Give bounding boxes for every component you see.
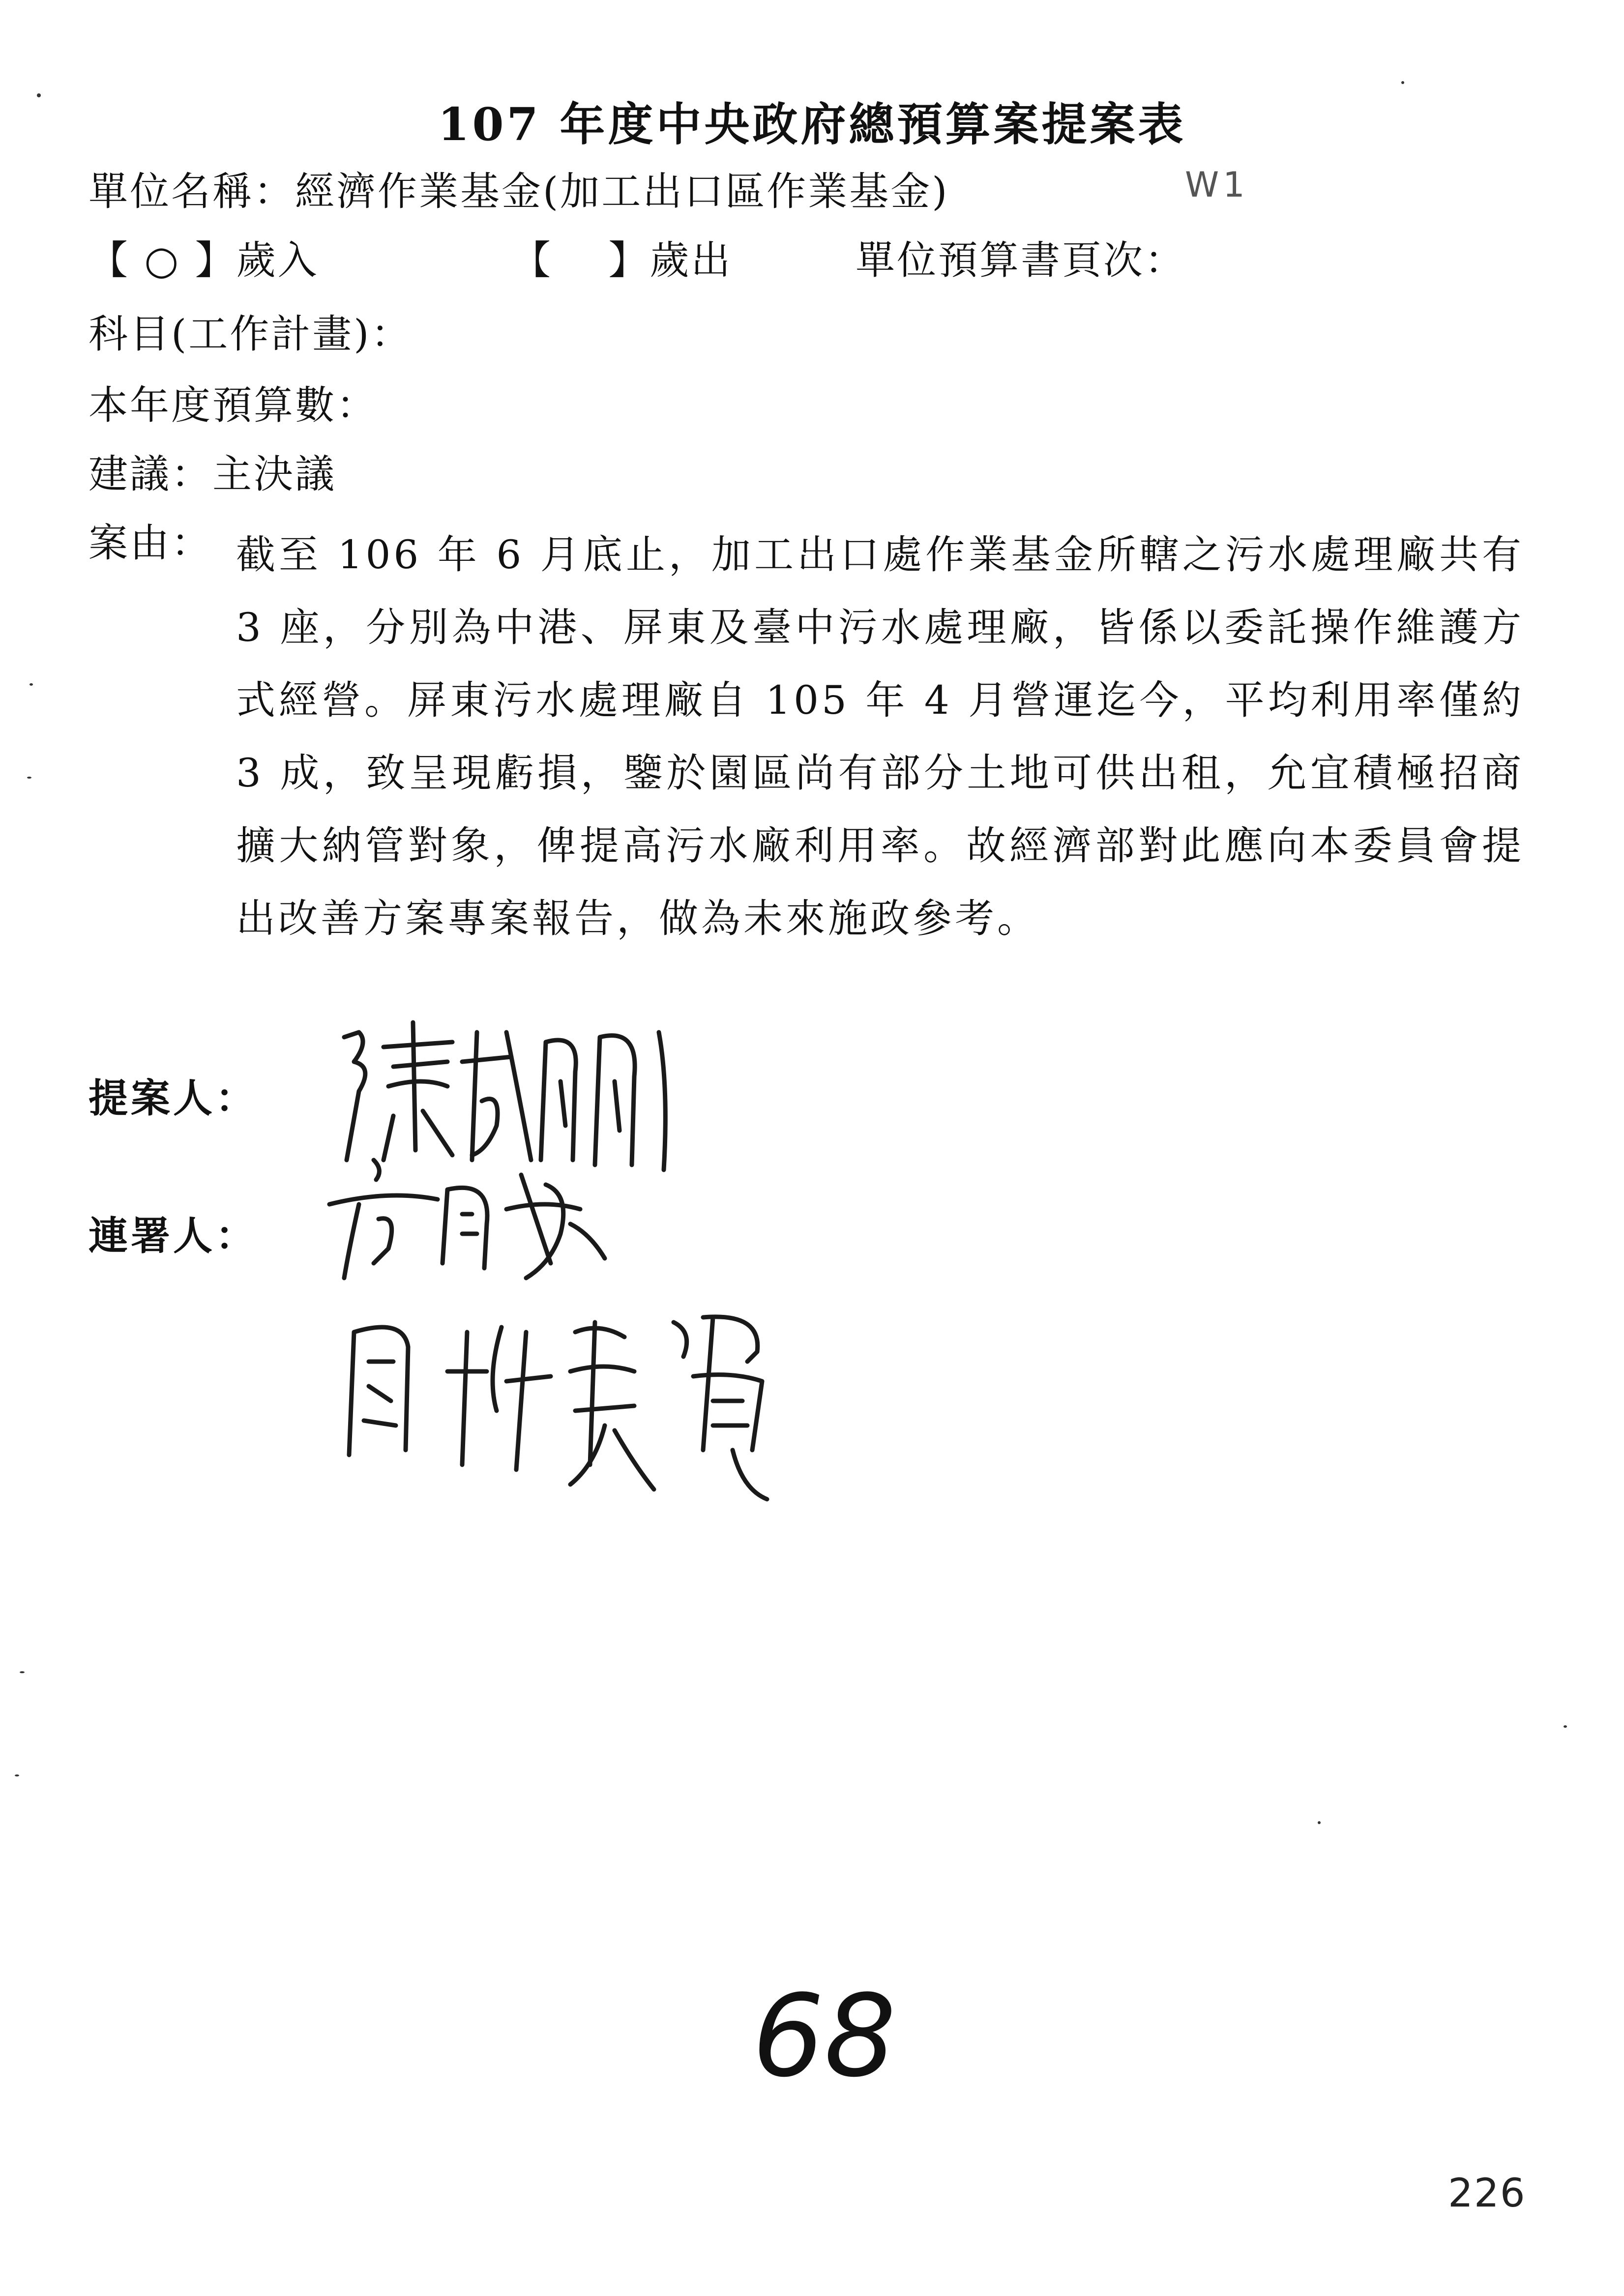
scan-speck xyxy=(1401,81,1404,84)
scan-speck xyxy=(30,683,33,686)
scan-speck xyxy=(20,1671,25,1673)
subject-label: 科目(工作計畫)： xyxy=(89,311,413,357)
corner-page-number: 226 xyxy=(1448,2170,1526,2216)
scan-speck xyxy=(15,1774,19,1776)
cosigner-signature-1 xyxy=(315,1150,620,1288)
document-title: 107 年度中央政府總預算案提案表 xyxy=(438,98,1186,151)
suggestion-label: 建議： xyxy=(89,451,212,497)
unit-value: 經濟作業基金(加工出口區作業基金) xyxy=(295,169,949,214)
unit-handwritten-annotation: W1 xyxy=(1185,165,1249,205)
income-checkbox: 【 ○ 】歲入 xyxy=(89,237,319,283)
scan-speck xyxy=(27,777,31,779)
proposer-label: 提案人： xyxy=(89,1075,258,1121)
scan-speck xyxy=(1564,1725,1567,1728)
scan-speck xyxy=(37,93,41,97)
suggestion-row xyxy=(89,450,336,499)
unit-row xyxy=(89,167,949,216)
handwritten-page-number: 68 xyxy=(752,1971,896,2102)
scan-speck xyxy=(1318,1821,1321,1824)
expense-checkbox: 【 】歲出 xyxy=(511,237,733,283)
suggestion-value: 主決議 xyxy=(212,451,336,497)
budget-page-label: 單位預算書頁次： xyxy=(856,237,1186,283)
cosigner-label: 連署人： xyxy=(89,1213,258,1259)
reason-text: 截至 106 年 6 月底止，加工出口處作業基金所轄之污水處理廠共有 3 座，分別為中港、屏東及臺中污水處理廠，皆係以委託操作維護方式經營。屏東污水處理廠自 105 年 4 月營運迄今，平均利用率僅約 3 成，致呈現虧損，鑒於園區尚有部分土地可供出租，允宜積極招商擴大納管對象，俾提高污水廠利用率。故經濟部對此應向本委員會提出改善方案專案報告，做為未來施政參考。 xyxy=(236,532,1524,941)
cosigner-signature-2 xyxy=(339,1303,797,1509)
unit-label: 單位名稱： xyxy=(89,169,295,214)
reason-label: 案由： xyxy=(89,520,212,566)
budget-amount-label: 本年度預算數： xyxy=(89,382,378,428)
